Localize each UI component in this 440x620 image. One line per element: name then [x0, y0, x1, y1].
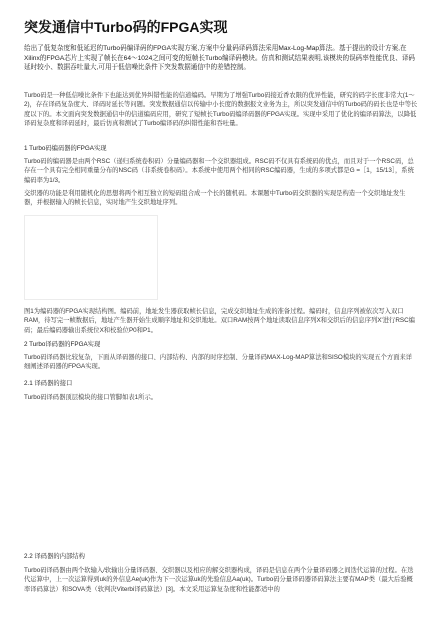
subsection-2-1-paragraph: Turbo码译码器顶层模块的接口管脚如表1所示。	[24, 394, 158, 401]
figure-1-placeholder	[24, 215, 158, 300]
page-title: 突发通信中Turbo码的FPGA实现	[24, 19, 228, 35]
figure-1-caption: 图1为编码器的FPGA实现结构图。编码前，地址发生器获取帧长信息，完成交织地址生成的准备过程。编码时，信息序列被依次写入双口RAM，待写完一帧数据后，地址产生器开始生成顺序地址和交织地址。双口RAM按两个地址读取信息序列X和交织后的信息序列X'进行RSC编码；最后编码器输出系统位X和校验位P0和P1。	[24, 308, 415, 334]
subsection-2-1-heading: 2.1 译码器的接口	[24, 380, 73, 387]
section-2-paragraph-1: Turbo码译码器比较复杂，下面从译码器的接口、内部结构、内部的时序控制、分量译码MAX-Log-MAP算法和SISO模块的实现五个方面来详细阐述译码器的FPGA实现。	[24, 354, 413, 371]
subsection-2-2-heading: 2.2 译码器的内部结构	[24, 553, 85, 560]
section-2-heading: 2 Turbo译码器的FPGA实现	[24, 341, 101, 348]
abstract-paragraph: 给出了低复杂度和低延迟的Turbo码编译码的FPGA实现方案,方案中分量码译码算法采用Max-Log-Map算法。基于提出的设计方案,在Xilinx的FPGA芯片上实现了帧长在64～1024之间可变的短帧长Turbo编译码模块。仿真和测试结果表明,该模块的误码率性能优良、译码延时较小、数据吞吐量大,可用于低信噪比条件下突发数据通信中的差错控制。	[24, 45, 416, 72]
section-1-heading: 1 Turbo码编码器的FPGA实现	[24, 145, 107, 152]
section-1-paragraph-1: Turbo码的编码器是由两个RSC（递归系统卷积码）分量编码器和一个交织器组成。RSC码不仅具有系统码的优点，而且对于一个RSC码，总存在一个具有完全相同重量分布的NSC码（非系统卷积码）。本系统中使用两个相同的RSC编码器，生成的多项式都是G =［1，15/13］，系统编码率为1/3。	[24, 158, 414, 184]
section-1-paragraph-2: 交织器的功能是利用随机化的思想将两个相互独立的短码组合成一个长的随机码。本课题中Turbo码交织器的实现是构造一个交织地址发生器，并根据输入的帧长信息，实时地产生交织地址序列。	[24, 190, 406, 207]
intro-paragraph: Turbo码是一种低信噪比条件下也能达到优异纠错性能的信道编码。早期为了增强Turbo码接近香农限的优异性能，研究的码字长度非常大(1～2)，存在译码复杂度大、译码时延长等问题。突发数据通信以传输中小长度的数据报文业务为主，所以突发通信中的Turbo码的码长也是中等长度以下的。本文面向突发数据通信中的信道编码应用，研究了短帧长Turbo码编译码器的FPGA实现。实现中采用了优化的编译码算法，以降低译码复杂度和译码延时，最后仿真和测试了Turbo编译码的纠错性能和吞吐量。	[24, 92, 418, 128]
subsection-2-2-paragraph: Turbo码译码器由两个软输入/软输出分量译码器、交织器以及相应的解交织器构成，译码是信息在两个分量译码器之间迭代运算的过程。在迭代运算中，上一次运算得到uk的外信息Ae(uk)作为下一次运算uk的先验信息Aa(uk)。Turbo码分量译码器译码算法主要有MAP类（最大后验概率译码算法）和SOVA类（软判决Viterbi译码算法）[3]。本文采用运算复杂度和性能都适中的	[24, 567, 414, 593]
